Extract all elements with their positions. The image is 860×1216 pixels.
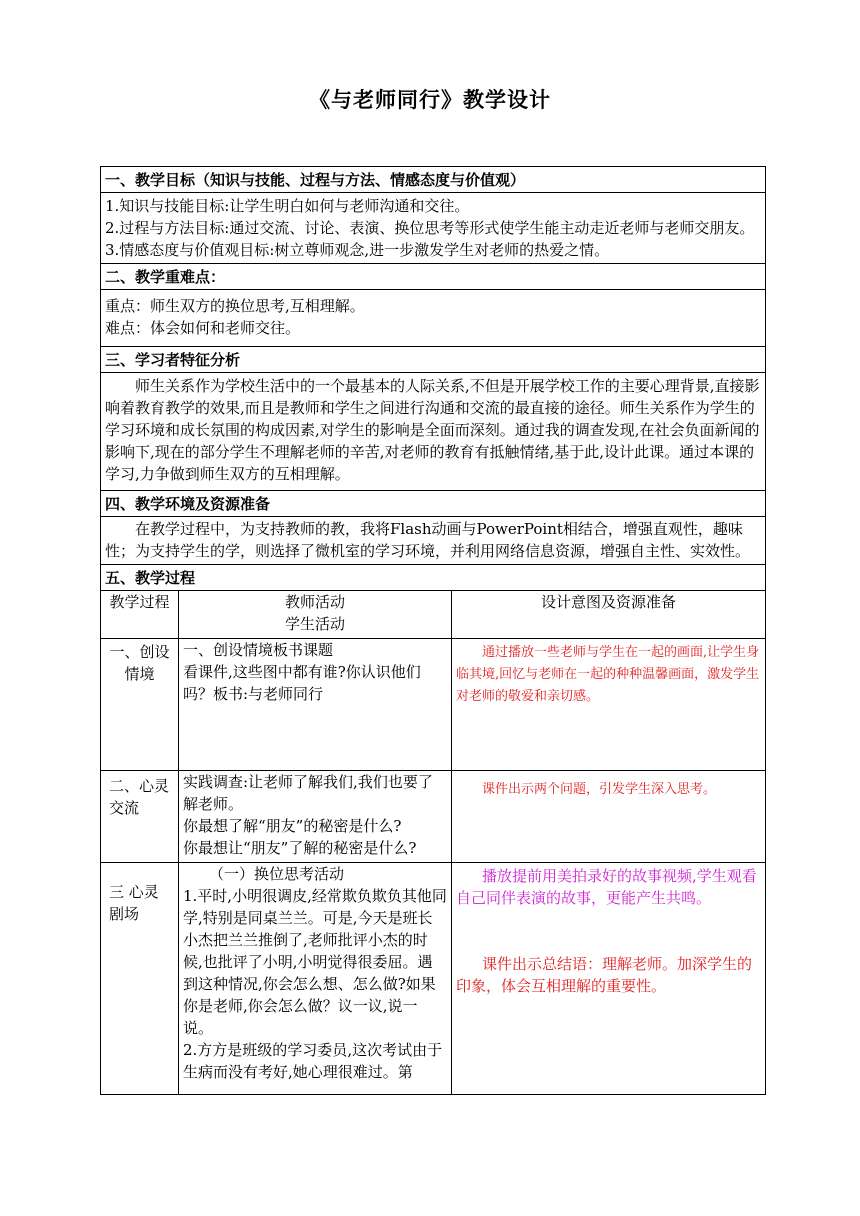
- section-3-body-row: [101, 373, 766, 491]
- section-2-body-row: [101, 290, 766, 347]
- activity-title: （一）换位思考活动: [209, 865, 345, 883]
- section-4-body: [101, 517, 766, 565]
- section-4-heading: 四、教学环境及资源准备: [101, 491, 766, 517]
- intent-cell: [452, 771, 766, 863]
- objective-item: 3.情感态度与价值观目标:树立尊师观念,进一步激发学生对老师的热爱之情。: [105, 241, 610, 259]
- header-intent: 设计意图及资源准备: [452, 591, 766, 639]
- activity-text: 2.方方是班级的学习委员,这次考试由于生病而没有考好,她心理很难过。第: [183, 1041, 443, 1081]
- section-3-heading-row: [101, 347, 766, 373]
- intent-text: 播放提前用美拍录好的故事视频,学生观看自己同伴表演的故事，更能产生共鸣。: [456, 867, 757, 907]
- activity-cell: [179, 639, 452, 771]
- header-stage: 教学过程: [101, 591, 179, 639]
- section-4-heading-row: [101, 491, 766, 517]
- section-1-heading: 一、教学目标（知识与技能、过程与方法、情感态度与价值观）: [101, 167, 766, 193]
- header-activity: [179, 591, 452, 639]
- objective-item: 2.过程与方法目标:通过交流、讨论、表演、换位思考等形式使学生能主动走近老师与老师交朋友。: [105, 219, 755, 237]
- section-4-body-row: [101, 517, 766, 565]
- environment-text: 在教学过程中，为支持教师的教，我将Flash动画与PowerPoint相结合，增强直观性，趣味性；为支持学生的学，则选择了微机室的学习环境，并利用网络信息资源，增强自主性、实效性。: [105, 520, 751, 560]
- process-row: [101, 863, 766, 1095]
- section-3-body: [101, 373, 766, 491]
- header-teacher-activity: 教师活动: [284, 593, 345, 611]
- activity-text: 实践调查:让老师了解我们,我们也要了解老师。: [183, 773, 433, 813]
- activity-text: 看课件,这些图中都有谁?你认识他们吗？板书:与老师同行: [183, 663, 421, 703]
- section-2-body: [101, 290, 766, 347]
- lesson-plan-table: [100, 166, 766, 1095]
- intent-text: 课件出示两个问题，引发学生深入思考。: [482, 782, 717, 797]
- learner-analysis-text: 师生关系作为学校生活中的一个最基本的人际关系,不但是开展学校工作的主要心理背景,直接影响着教育教学的效果,而且是教师和学生之间进行沟通和交流的最直接的途径。师生关系作为学生的学习环境和成长氛围的构成因素,对学生的影响是全面而深刻。通过我的调查发现,在社会负面新闻的影响下,现在的部分学生不理解老师的辛苦,对老师的教育有抵触情绪,基于此,设计此课。通过本课的学习,力争做到师生双方的互相理解。: [105, 377, 760, 483]
- section-5-heading-row: [101, 565, 766, 591]
- process-row: [101, 771, 766, 863]
- question-text: 你最想了解“朋友”的秘密是什么?: [183, 817, 402, 835]
- section-1-body: [101, 193, 766, 264]
- section-2-heading: 二、教学重难点：: [101, 264, 766, 290]
- process-header-row: [101, 591, 766, 639]
- section-1-body-row: [101, 193, 766, 264]
- process-row: [101, 639, 766, 771]
- objective-item: 1.知识与技能目标:让学生明白如何与老师沟通和交往。: [105, 197, 470, 215]
- section-5-heading: 五、教学过程: [101, 565, 766, 591]
- section-2-heading-row: [101, 264, 766, 290]
- activity-cell: [179, 863, 452, 1095]
- intent-text: 通过播放一些老师与学生在一起的画面,让学生身临其境,回忆与老师在一起的种种温馨画面，激发学生对老师的敬爱和亲切感。: [456, 645, 760, 704]
- stage-cell: 三 心灵剧场: [101, 863, 179, 1095]
- intent-cell: [452, 863, 766, 1095]
- difficult-point: 难点：体会如何和老师交往。: [105, 319, 301, 337]
- question-text: 你最想让“朋友”了解的秘密是什么?: [183, 839, 417, 857]
- intent-text: 课件出示总结语：理解老师。加深学生的印象，体会互相理解的重要性。: [456, 955, 753, 995]
- section-1-heading-row: [101, 167, 766, 193]
- stage-cell: 二、心灵交流: [101, 771, 179, 863]
- stage-cell: 一、创设情境: [101, 639, 179, 771]
- key-point: 重点：师生双方的换位思考,互相理解。: [105, 297, 365, 315]
- intent-cell: [452, 639, 766, 771]
- activity-title: 一、创设情境板书课题: [183, 641, 334, 659]
- header-student-activity: 学生活动: [284, 615, 345, 633]
- section-3-heading: 三、学习者特征分析: [101, 347, 766, 373]
- activity-text: 1.平时,小明很调皮,经常欺负欺负其他同学,特别是同桌兰兰。可是,今天是班长小杰把兰兰推倒了,老师批评小杰的时候,也批评了小明,小明觉得很委屈。遇到这种情况,你会怎么想、怎么做?如果你是老师,你会怎么做？议一议,说一说。: [183, 887, 447, 1037]
- document-title: 《与老师同行》教学设计: [309, 88, 551, 112]
- activity-cell: [179, 771, 452, 863]
